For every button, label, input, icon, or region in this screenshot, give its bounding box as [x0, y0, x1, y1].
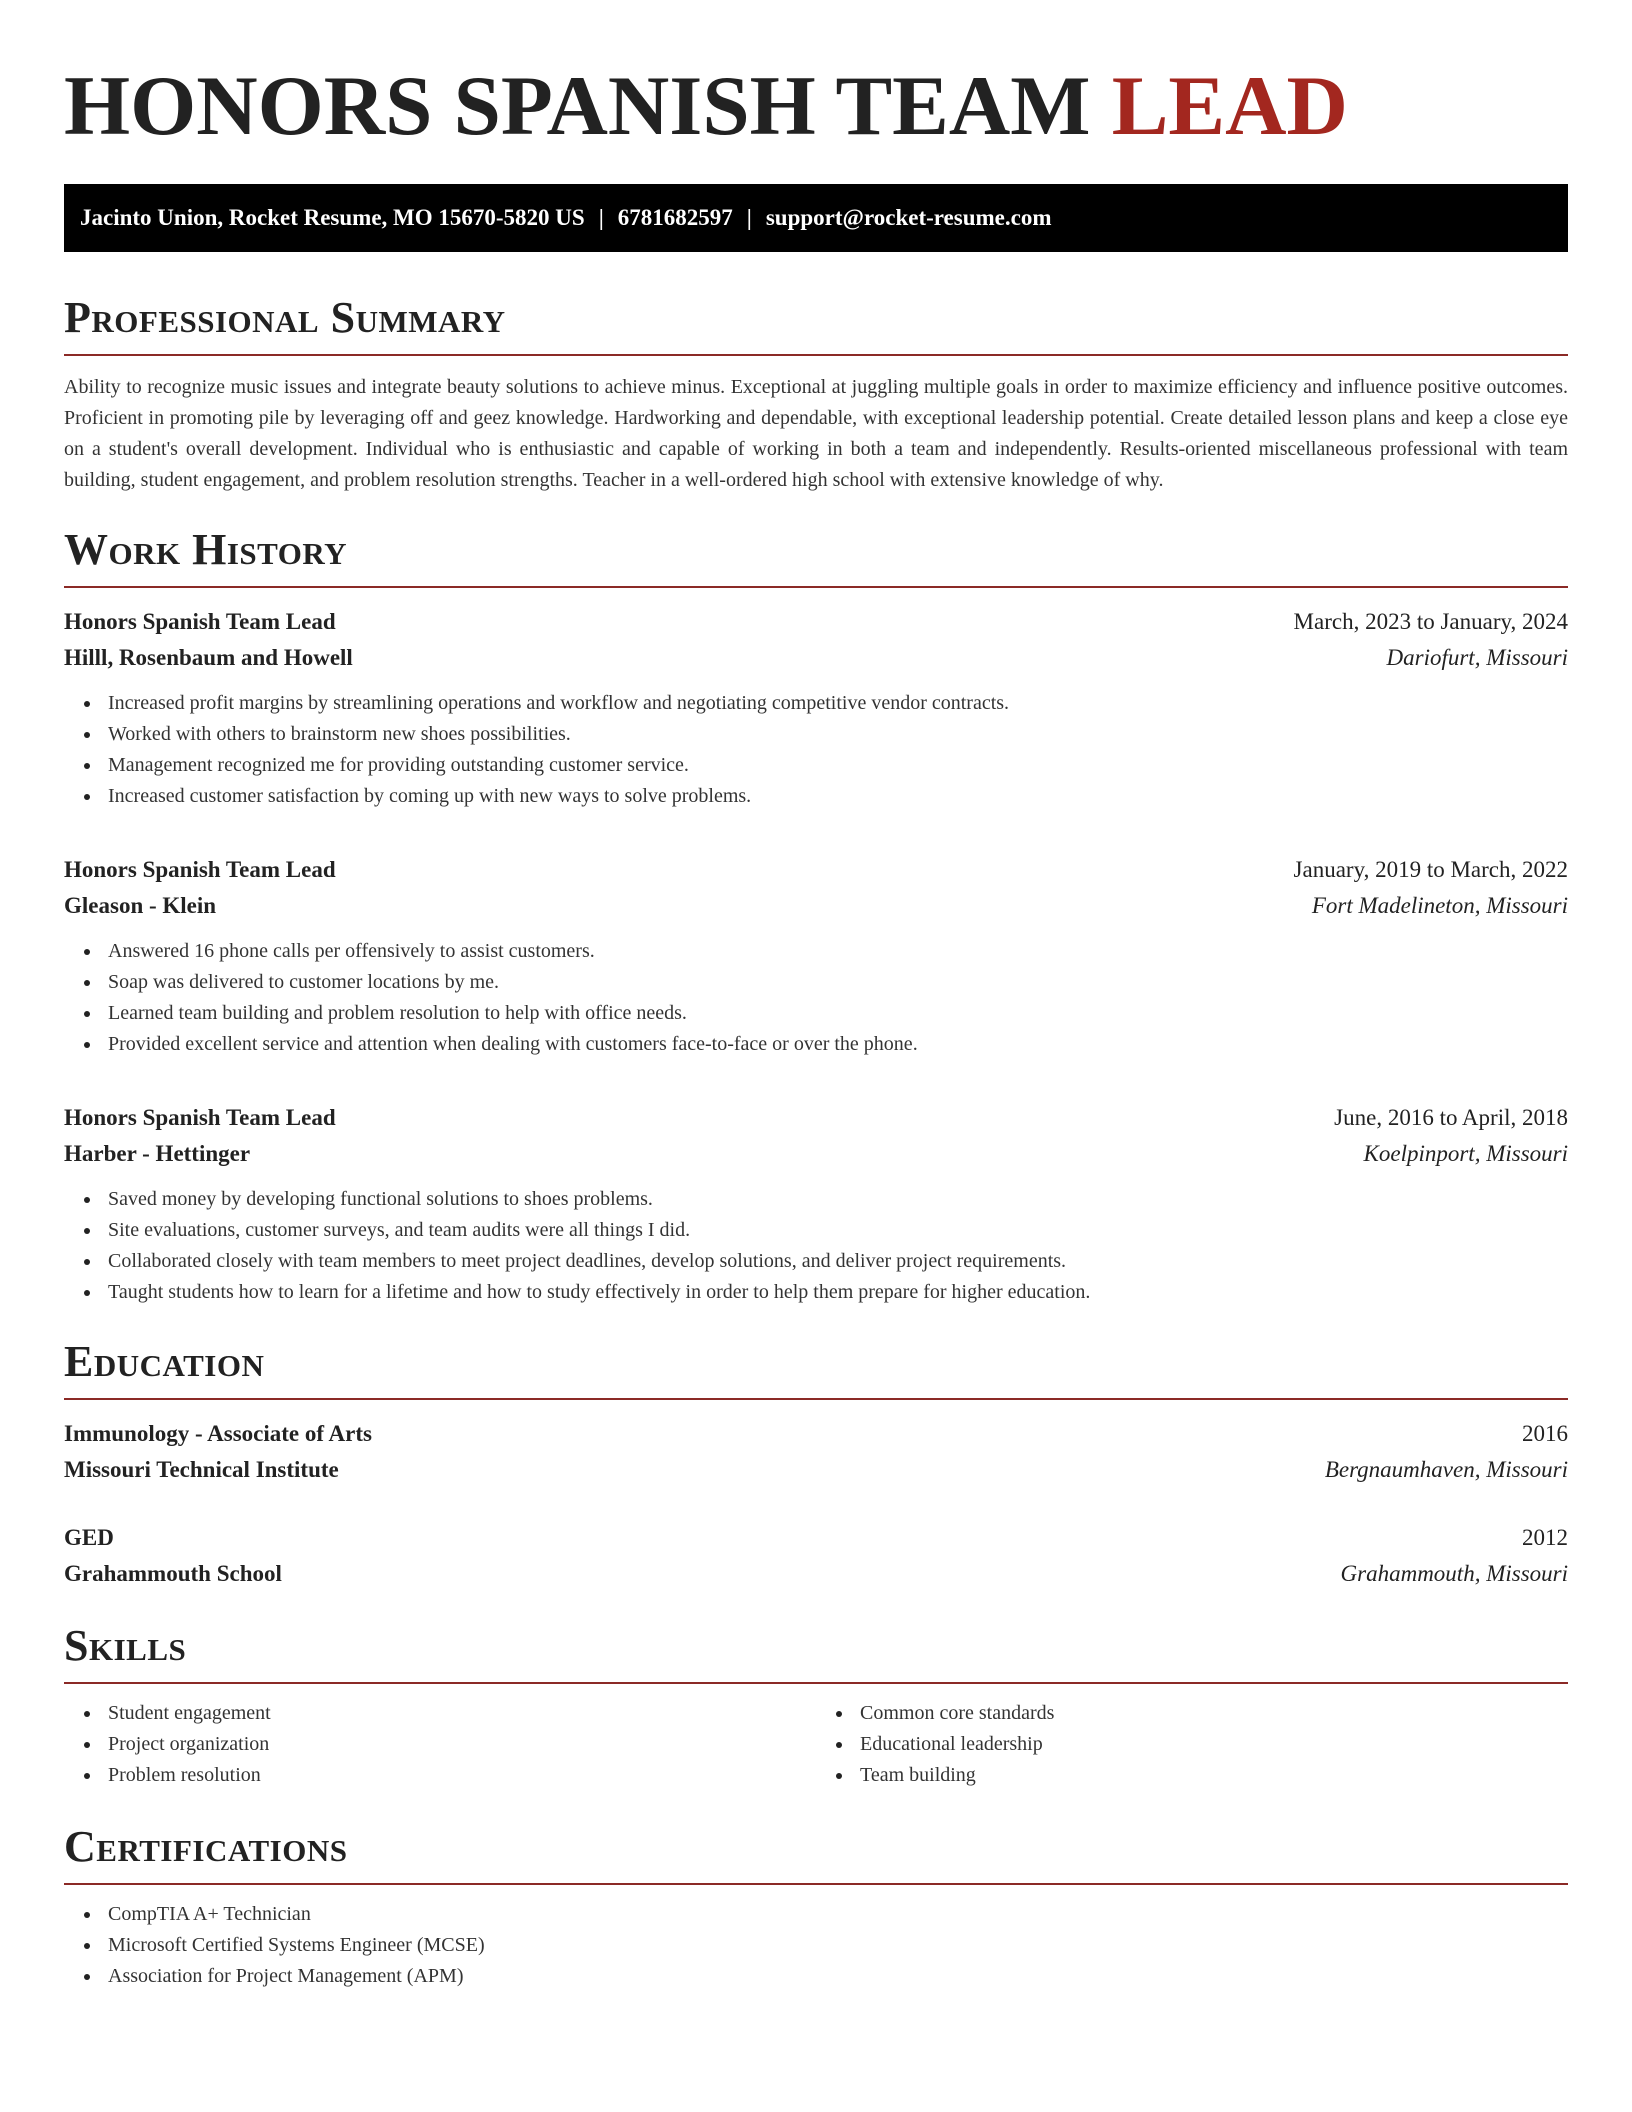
- education-location: Bergnaumhaven, Missouri: [1324, 1457, 1568, 1482]
- contact-phone: 6781682597: [617, 205, 733, 230]
- job-location: Koelpinport, Missouri: [1363, 1141, 1568, 1166]
- job-bullet: Soap was delivered to customer locations by me.: [108, 967, 1568, 998]
- skill-item: Common core standards: [860, 1698, 1568, 1729]
- job-bullet: Provided excellent service and attention when dealing with customers face-to-face or over the phone.: [108, 1029, 1568, 1060]
- section-divider: [64, 586, 1568, 588]
- section-title-education: Education: [64, 1337, 265, 1386]
- job-company: Gleason - Klein: [64, 893, 217, 918]
- job-dates: March, 2023 to January, 2024: [1293, 609, 1568, 634]
- job-bullet: Management recognized me for providing outstanding customer service.: [108, 750, 1568, 781]
- education-year: 2012: [1522, 1525, 1568, 1550]
- certification-item: Microsoft Certified Systems Engineer (MCSE): [108, 1930, 1568, 1961]
- job-entry: [64, 852, 1568, 1060]
- job-bullet: Increased customer satisfaction by coming up with new ways to solve problems.: [108, 781, 1568, 812]
- job-bullet: Worked with others to brainstorm new shoes possibilities.: [108, 719, 1568, 750]
- certification-item: CompTIA A+ Technician: [108, 1899, 1568, 1930]
- section-title-skills: Skills: [64, 1621, 187, 1670]
- job-header-row: [64, 604, 1568, 640]
- education-entry: [64, 1520, 1568, 1592]
- skill-item: Project organization: [108, 1729, 816, 1760]
- contact-separator: |: [598, 205, 604, 230]
- section-divider: [64, 1682, 1568, 1684]
- job-bullet: Learned team building and problem resolution to help with office needs.: [108, 998, 1568, 1029]
- job-bullets: [64, 688, 1568, 812]
- section-title-certifications: Certifications: [64, 1822, 348, 1871]
- job-bullet: Site evaluations, customer surveys, and team audits were all things I did.: [108, 1215, 1568, 1246]
- section-divider: [64, 1398, 1568, 1400]
- job-role: Honors Spanish Team Lead: [64, 857, 336, 882]
- job-bullet: Increased profit margins by streamlining operations and workflow and negotiating competitive vendor contracts.: [108, 688, 1568, 719]
- skills-list-left: [64, 1698, 816, 1791]
- education-school-row: [64, 1452, 1568, 1488]
- job-location: Dariofurt, Missouri: [1386, 645, 1568, 670]
- job-company: Hilll, Rosenbaum and Howell: [64, 645, 353, 670]
- education-degree-row: [64, 1416, 1568, 1452]
- certifications-list: [64, 1899, 1568, 1992]
- education-location: Grahammouth, Missouri: [1340, 1561, 1568, 1586]
- certifications-section: [64, 1821, 1568, 1992]
- job-company-row: [64, 640, 1568, 676]
- job-bullet: Saved money by developing functional solutions to shoes problems.: [108, 1184, 1568, 1215]
- job-role: Honors Spanish Team Lead: [64, 1105, 336, 1130]
- job-bullets: [64, 936, 1568, 1060]
- contact-bar: [64, 184, 1568, 252]
- work-history-section: [64, 524, 1568, 1308]
- resume-title: [64, 56, 1568, 156]
- education-degree-row: [64, 1520, 1568, 1556]
- title-accent: LEAD: [1111, 59, 1348, 153]
- skill-item: Educational leadership: [860, 1729, 1568, 1760]
- job-header-row: [64, 852, 1568, 888]
- section-title-summary: Professional Summary: [64, 293, 506, 342]
- job-bullet: Taught students how to learn for a lifetime and how to study effectively in order to help them prepare for higher education.: [108, 1277, 1568, 1308]
- education-school: Grahammouth School: [64, 1561, 282, 1586]
- education-section: [64, 1336, 1568, 1592]
- job-dates: January, 2019 to March, 2022: [1293, 857, 1568, 882]
- certification-item: Association for Project Management (APM): [108, 1961, 1568, 1992]
- job-company: Harber - Hettinger: [64, 1141, 251, 1166]
- education-degree: Immunology - Associate of Arts: [64, 1421, 372, 1446]
- job-location: Fort Madelineton, Missouri: [1311, 893, 1568, 918]
- job-bullet: Answered 16 phone calls per offensively to assist customers.: [108, 936, 1568, 967]
- job-header-row: [64, 1100, 1568, 1136]
- section-divider: [64, 1883, 1568, 1885]
- skill-item: Team building: [860, 1760, 1568, 1791]
- skills-section: [64, 1620, 1568, 1791]
- skill-item: Student engagement: [108, 1698, 816, 1729]
- education-school: Missouri Technical Institute: [64, 1457, 339, 1482]
- section-divider: [64, 354, 1568, 356]
- job-company-row: [64, 1136, 1568, 1172]
- education-degree: GED: [64, 1525, 114, 1550]
- summary-section: [64, 292, 1568, 496]
- section-title-work-history: Work History: [64, 525, 348, 574]
- title-main: HONORS SPANISH TEAM: [64, 59, 1091, 153]
- job-bullet: Collaborated closely with team members to meet project deadlines, develop solutions, and deliver project requirements.: [108, 1246, 1568, 1277]
- job-role: Honors Spanish Team Lead: [64, 609, 336, 634]
- contact-address: Jacinto Union, Rocket Resume, MO 15670-5820 US: [80, 205, 585, 230]
- summary-text: Ability to recognize music issues and integrate beauty solutions to achieve minus. Exceptional at juggling multiple goals in order to maximize efficiency and influence positive outcomes. Proficient in promoting pile by leveraging off and geez knowledge. Hardworking and dependable, with exceptional leadership potential. Create detailed lesson plans and keep a close eye on a student's overall development. Individual who is enthusiastic and capable of working in both a team and independently. Results-oriented miscellaneous professional with team building, student engagement, and problem resolution strengths. Teacher in a well-ordered high school with extensive knowledge of why.: [64, 376, 1568, 491]
- education-school-row: [64, 1556, 1568, 1592]
- skill-item: Problem resolution: [108, 1760, 816, 1791]
- education-entry: [64, 1416, 1568, 1488]
- job-company-row: [64, 888, 1568, 924]
- job-bullets: [64, 1184, 1568, 1308]
- contact-email: support@rocket-resume.com: [765, 205, 1052, 230]
- skills-list-right: [816, 1698, 1568, 1791]
- skills-grid: [64, 1698, 1568, 1791]
- contact-separator: |: [746, 205, 752, 230]
- job-entry: [64, 604, 1568, 812]
- job-dates: June, 2016 to April, 2018: [1334, 1105, 1568, 1130]
- education-year: 2016: [1522, 1421, 1568, 1446]
- job-entry: [64, 1100, 1568, 1308]
